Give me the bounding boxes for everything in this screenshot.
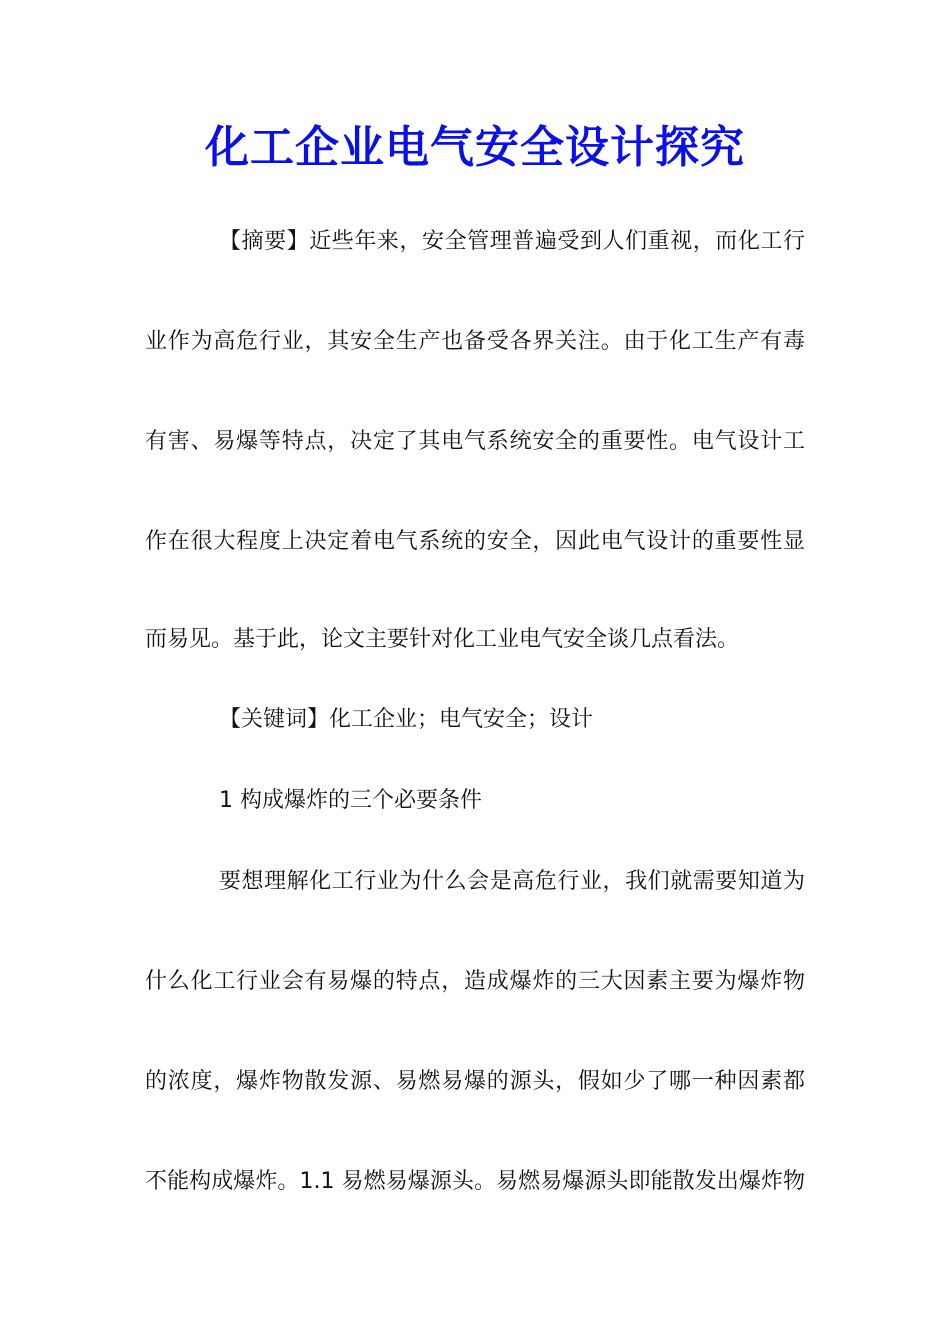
document-title: 化工企业电气安全设计探究 [205, 122, 745, 173]
body-line-3: 的浓度，爆炸物散发源、易燃易爆的源头，假如少了哪一种因素都 [145, 1069, 805, 1094]
abstract-line-1: 【摘要】近些年来，安全管理普遍受到人们重视，而化工行 [219, 229, 805, 254]
body-line-2: 什么化工行业会有易爆的特点，造成爆炸的三大因素主要为爆炸物 [145, 969, 805, 994]
abstract-line-2: 业作为高危行业，其安全生产也备受各界关注。由于化工生产有毒 [145, 329, 805, 354]
section-heading: 1 构成爆炸的三个必要条件 [219, 788, 482, 813]
abstract-line-4: 作在很大程度上决定着电气系统的安全，因此电气设计的重要性显 [145, 529, 805, 554]
abstract-line-5: 而易见。基于此，论文主要针对化工业电气安全谈几点看法。 [145, 627, 740, 652]
body-line-4: 不能构成爆炸。1.1 易燃易爆源头。易燃易爆源头即能散发出爆炸物 [145, 1169, 805, 1194]
body-line-1: 要想理解化工行业为什么会是高危行业，我们就需要知道为 [219, 869, 805, 894]
keywords-line: 【关键词】化工企业；电气安全；设计 [219, 707, 594, 732]
abstract-line-3: 有害、易爆等特点，决定了其电气系统安全的重要性。电气设计工 [145, 429, 805, 454]
